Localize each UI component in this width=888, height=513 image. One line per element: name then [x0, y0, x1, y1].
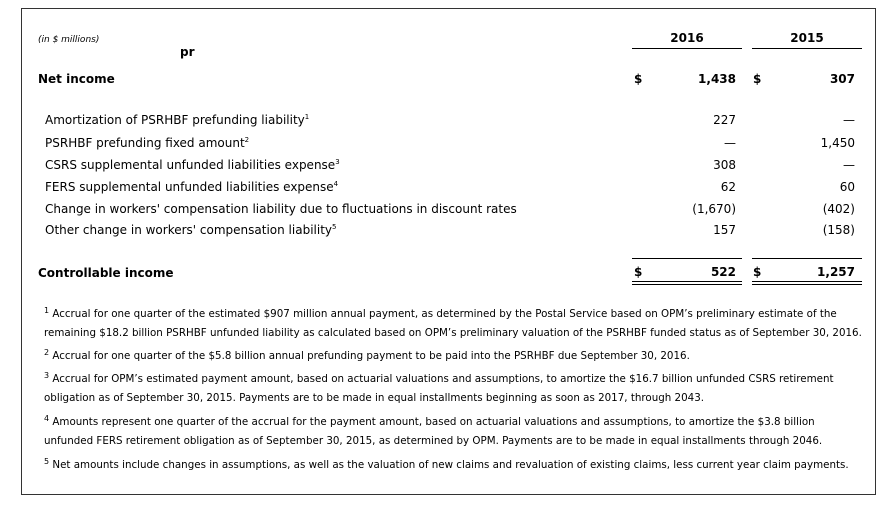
adjustment-value-2016: 157: [713, 223, 736, 237]
footnote: $^2$ Accrual for one quarter of the $5.8 billion annual prefunding payment to be paid into the PSRHBF due September 30, 2016.: [44, 348, 690, 362]
footnote: $^3$ Accrual for OPM’s estimated payment amount, based on actuarial valuations and assumptions, to amortize the $16.7 billion unfunded CSRS retirement obligation as of September 30, 2015. Payments are to be made in equal installments beginning as soon as 2017, through 2043.: [44, 371, 834, 404]
footnote: $^1$ Accrual for one quarter of the estimated $907 million annual payment, as determined by the Postal Service based on OPM’s preliminary estimate of the remaining $18.2 billion PSRHBF unfunded liability as calculated based on OPM’s preliminary valuation of the PSRHBF funded status as of September 30, 2016.: [44, 306, 862, 339]
double-rule-2015-a: [752, 281, 862, 282]
controllable-income-2015: 1,257: [817, 265, 855, 279]
adjustment-value-2015: —: [843, 113, 855, 127]
controllable-income-currency-2016: $: [634, 265, 643, 279]
adjustment-value-2015: —: [843, 158, 855, 172]
footnote: $^5$ Net amounts include changes in assumptions, as well as the valuation of new claims and revaluation of existing claims, less current year claim payments.: [44, 457, 849, 471]
total-rule-2015: [752, 258, 862, 259]
adjustment-value-2016: 308: [713, 158, 736, 172]
header-rule-2016: [632, 48, 742, 49]
adjustment-label: Change in workers' compensation liability due to fluctuations in discount rates: [45, 202, 517, 216]
adjustment-value-2016: —: [724, 136, 736, 150]
adjustment-value-2015: 1,450: [820, 136, 855, 150]
adjustment-value-2016: 227: [713, 113, 736, 127]
adjustment-value-2015: (158): [822, 223, 855, 237]
double-rule-2016-a: [632, 281, 742, 282]
adjustment-label: FERS supplemental unfunded liabilities expense$^4$: [45, 180, 339, 194]
controllable-income-currency-2015: $: [753, 265, 762, 279]
units-label: (in $ millions): [38, 35, 100, 45]
adjustment-label: CSRS supplemental unfunded liabilities expense$^3$: [45, 158, 340, 172]
adjustment-value-2015: 60: [839, 180, 855, 194]
stray-text: pr: [180, 45, 195, 59]
footnote: $^4$ Amounts represent one quarter of the accrual for the payment amount, based on actuarial valuations and assumptions, to amortize the $3.8 billion unfunded FERS retirement obligation as of September 30, 2015, as determined by OPM. Payments are to be made in equal installments through 2046.: [44, 414, 823, 447]
double-rule-2015-b: [752, 284, 862, 285]
adjustment-label: PSRHBF prefunding fixed amount$^2$: [45, 136, 250, 150]
column-header-2016: 2016: [670, 31, 704, 45]
column-header-2015: 2015: [790, 31, 824, 45]
header-rule-2015: [752, 48, 862, 49]
adjustment-value-2016: 62: [720, 180, 736, 194]
controllable-income-2016: 522: [710, 265, 736, 279]
net-income-label: Net income: [38, 72, 115, 86]
double-rule-2016-b: [632, 284, 742, 285]
controllable-income-label: Controllable income: [38, 266, 174, 280]
net-income-2015: 307: [829, 72, 855, 86]
total-rule-2016: [632, 258, 742, 259]
adjustment-value-2015: (402): [822, 202, 855, 216]
net-income-currency-2016: $: [634, 72, 643, 86]
adjustment-label: Amortization of PSRHBF prefunding liability$^1$: [45, 113, 310, 127]
net-income-2016: 1,438: [698, 72, 736, 86]
adjustment-value-2016: (1,670): [692, 202, 736, 216]
net-income-currency-2015: $: [753, 72, 762, 86]
adjustment-label: Other change in workers' compensation liability$^5$: [45, 223, 337, 237]
